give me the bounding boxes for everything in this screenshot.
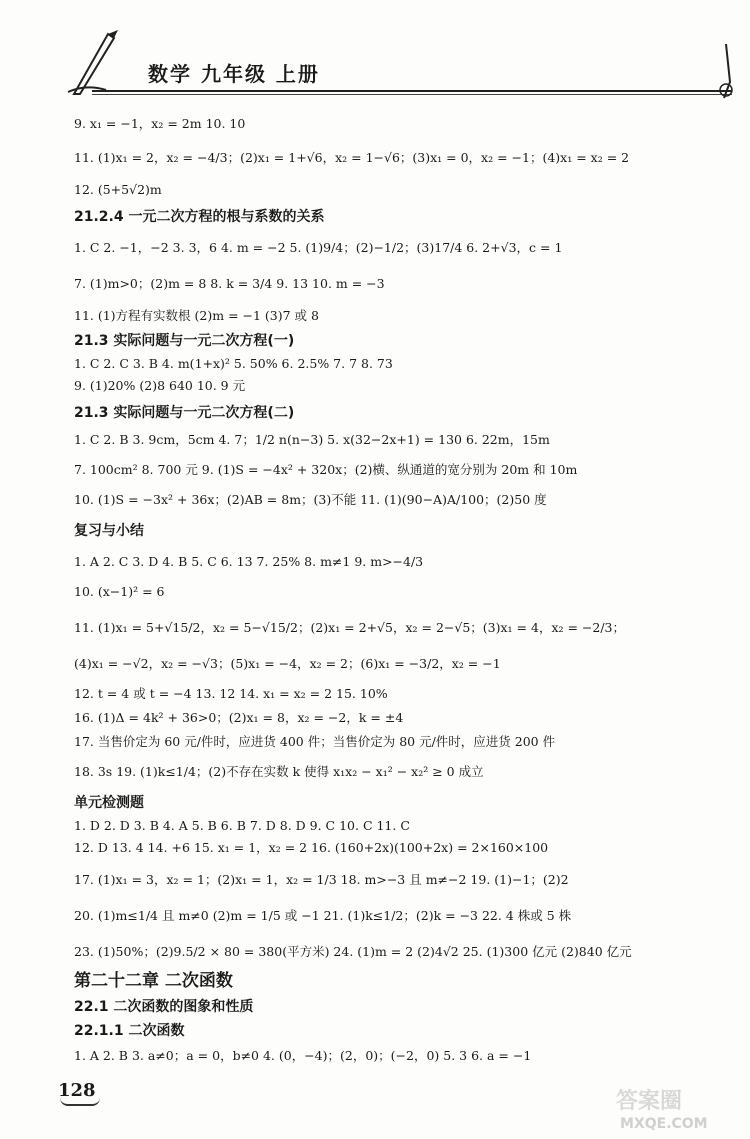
answer-line: 10. (1)S = −3x² + 36x；(2)AB = 8m；(3)不能 11. (1)(90−A)A/100；(2)50 度 xyxy=(74,492,547,507)
answer-line: 7. 100cm² 8. 700 元 9. (1)S = −4x² + 320x；(2)横、纵通道的宽分别为 20m 和 10m xyxy=(74,462,578,477)
answer-line: 23. (1)50%；(2)9.5/2 × 80 = 380(平方米) 24. (1)m = 2 (2)4√2 25. (1)300 亿元 (2)840 亿元 xyxy=(74,944,632,959)
watermark-logo xyxy=(612,1082,742,1134)
section-heading: 21.3 实际问题与一元二次方程(一) xyxy=(74,333,295,349)
answer-line: 11. (1)x₁ = 5+√15/2，x₂ = 5−√15/2；(2)x₁ = 2+√5，x₂ = 2−√5；(3)x₁ = 4，x₂ = −2/3； xyxy=(74,620,626,635)
answer-line: 1. C 2. B 3. 9cm，5cm 4. 7；1/2 n(n−3) 5. x(32−2x+1) = 130 6. 22m，15m xyxy=(74,432,550,447)
answer-line: 1. D 2. D 3. B 4. A 5. B 6. B 7. D 8. D 9. C 10. C 11. C xyxy=(74,818,410,833)
page-curl-decoration xyxy=(60,1098,100,1106)
answer-line: 9. x₁ = −1，x₂ = 2m 10. 10 xyxy=(74,116,246,131)
answer-line: 18. 3s 19. (1)k≤1/4；(2)不存在实数 k 使得 x₁x₂ − x₁² − x₂² ≥ 0 成立 xyxy=(74,764,484,779)
page-header xyxy=(0,0,750,105)
section-heading: 22.1 二次函数的图象和性质 xyxy=(74,999,254,1015)
answer-line: 20. (1)m≤1/4 且 m≠0 (2)m = 1/5 或 −1 21. (1)k≤1/2；(2)k = −3 22. 4 株或 5 株 xyxy=(74,908,572,923)
answer-line: 10. (x−1)² = 6 xyxy=(74,584,165,599)
answer-line: 17. 当售价定为 60 元/件时，应进货 400 件；当售价定为 80 元/件时，应进货 200 件 xyxy=(74,734,556,749)
section-heading: 单元检测题 xyxy=(74,795,144,811)
page-number: 128 xyxy=(58,1080,96,1101)
answer-line: 1. C 2. C 3. B 4. m(1+x)² 5. 50% 6. 2.5% 7. 7 8. 73 xyxy=(74,356,393,371)
answer-line: 9. (1)20% (2)8 640 10. 9 元 xyxy=(74,378,246,393)
header-divider xyxy=(92,90,732,92)
answer-line: 12. D 13. 4 14. +6 15. x₁ = 1，x₂ = 2 16. (160+2x)(100+2x) = 2×160×100 xyxy=(74,840,549,855)
answer-line: 1. A 2. C 3. D 4. B 5. C 6. 13 7. 25% 8. m≠1 9. m>−4/3 xyxy=(74,554,424,569)
answer-line: (4)x₁ = −√2，x₂ = −√3；(5)x₁ = −4，x₂ = 2；(6)x₁ = −3/2，x₂ = −1 xyxy=(74,656,501,671)
answer-line: 12. (5+5√2)m xyxy=(74,182,162,197)
answer-line: 12. t = 4 或 t = −4 13. 12 14. x₁ = x₂ = 2 15. 10% xyxy=(74,686,388,701)
answer-line: 11. (1)方程有实数根 (2)m = −1 (3)7 或 8 xyxy=(74,308,319,323)
section-heading: 22.1.1 二次函数 xyxy=(74,1023,185,1039)
section-heading: 21.3 实际问题与一元二次方程(二) xyxy=(74,405,295,421)
book-title: 数学 九年级 上册 xyxy=(148,62,320,86)
header-divider-thin xyxy=(92,94,732,95)
answer-line: 17. (1)x₁ = 3，x₂ = 1；(2)x₁ = 1，x₂ = 1/3 18. m>−3 且 m≠−2 19. (1)−1；(2)2 xyxy=(74,872,569,887)
answer-line: 16. (1)Δ = 4k² + 36>0；(2)x₁ = 8，x₂ = −2，k = ±4 xyxy=(74,710,404,725)
section-heading: 复习与小结 xyxy=(74,523,144,539)
svg-text:答案圈: 答案圈 xyxy=(616,1089,683,1114)
section-heading: 21.2.4 一元二次方程的根与系数的关系 xyxy=(74,209,325,225)
pen-flourish-icon xyxy=(706,42,746,102)
answer-line: 11. (1)x₁ = 2，x₂ = −4/3；(2)x₁ = 1+√6，x₂ = 1−√6；(3)x₁ = 0，x₂ = −1；(4)x₁ = x₂ = 2 xyxy=(74,150,630,165)
answer-line: 1. C 2. −1，−2 3. 3，6 4. m = −2 5. (1)9/4；(2)−1/2；(3)17/4 6. 2+√3，c = 1 xyxy=(74,240,563,255)
chapter-heading: 第二十二章 二次函数 xyxy=(74,971,233,991)
svg-text:MXQE.COM: MXQE.COM xyxy=(620,1116,708,1132)
quill-pen-icon xyxy=(66,28,126,98)
answer-line: 1. A 2. B 3. a≠0；a = 0，b≠0 4. (0，−4)；(2，0)；(−2，0) 5. 3 6. a = −1 xyxy=(74,1048,532,1063)
answer-line: 7. (1)m>0；(2)m = 8 8. k = 3/4 9. 13 10. m = −3 xyxy=(74,276,385,291)
